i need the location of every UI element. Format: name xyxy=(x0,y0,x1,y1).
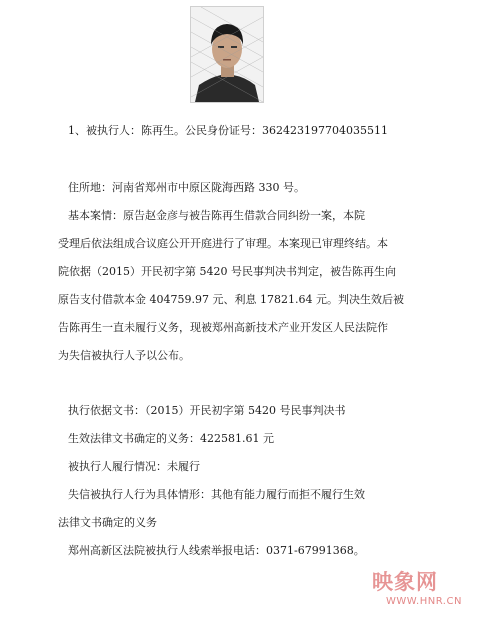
report-hotline-line: 郑州高新区法院被执行人线索举报电话：0371-67991368。 xyxy=(68,544,365,557)
case-summary-line-4: 原告支付借款本金 404759.97 元、利息 17821.64 元。判决生效后被 xyxy=(58,293,404,306)
case-summary-line-5: 告陈再生一直未履行义务，现被郑州高新技术产业开发区人民法院作 xyxy=(58,321,388,334)
person-photo xyxy=(190,6,264,103)
executor-name-id-line: 1、被执行人：陈再生。公民身份证号：362423197704035511 xyxy=(68,124,388,137)
watermark-logo: 映象网 xyxy=(372,570,438,594)
residence-line: 住所地：河南省郑州市中原区陇海西路 330 号。 xyxy=(68,181,305,194)
default-behavior-line-2: 法律文书确定的义务 xyxy=(58,516,157,529)
case-summary-line-3: 院依据（2015）开民初字第 5420 号民事判决书判定，被告陈再生向 xyxy=(58,265,396,278)
case-summary-line-2: 受理后依法组成合议庭公开开庭进行了审理。本案现已审理终结。本 xyxy=(58,237,388,250)
case-summary-line-1: 基本案情：原告赵金彦与被告陈再生借款合同纠纷一案，本院 xyxy=(68,209,365,222)
obligation-amount-line: 生效法律文书确定的义务：422581.61 元 xyxy=(68,432,274,445)
default-behavior-line-1: 失信被执行人行为具体情形：其他有能力履行而拒不履行生效 xyxy=(68,488,365,501)
execution-basis-line: 执行依据文书：（2015）开民初字第 5420 号民事判决书 xyxy=(68,404,346,417)
case-summary-line-6: 为失信被执行人予以公布。 xyxy=(58,349,190,362)
performance-status-line: 被执行人履行情况：未履行 xyxy=(68,460,200,473)
watermark-url: WWW.HNR.CN xyxy=(386,596,462,607)
